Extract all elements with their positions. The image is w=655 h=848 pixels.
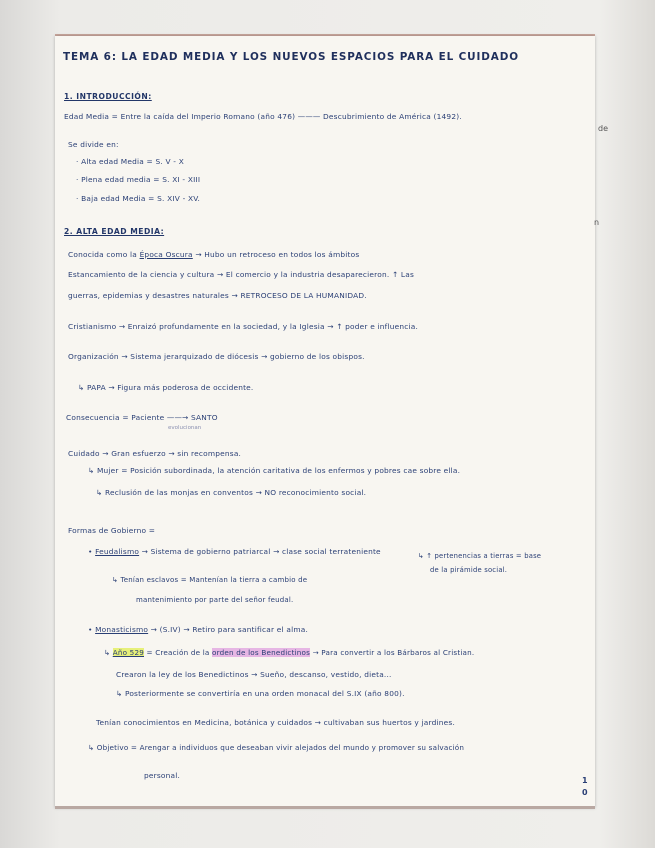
- text-line: ↳ Reclusión de las monjas en conventos → NO reconocimiento social.: [96, 488, 367, 497]
- side-note: de la pirámide social.: [430, 566, 508, 574]
- page-title: TEMA 6: LA EDAD MEDIA Y LOS NUEVOS ESPACIOS PARA EL CUIDADO: [63, 51, 519, 63]
- text-line: [104, 648, 474, 657]
- list-item: · Baja edad Media = S. XIV - XV.: [76, 194, 201, 203]
- text-line: ↳ PAPA → Figura más poderosa de occidente.: [78, 383, 254, 392]
- highlighted-year: Año 529: [112, 648, 144, 657]
- side-note: ↳ ↑ pertenencias a tierras = base: [418, 552, 542, 560]
- text-line: Crearon la ley de los Benedictinos → Sueño, descanso, vestido, dieta...: [116, 670, 392, 679]
- text-line: ↳ Objetivo = Arengar a individuos que deseaban vivir alejados del mundo y promover su salvación: [88, 743, 465, 752]
- side-mark-right-1: de: [598, 124, 608, 133]
- text-line: Estancamiento de la ciencia y cultura → El comercio y la industria desaparecieron. ↑ Las: [68, 270, 414, 279]
- text-line: mantenimiento por parte del señor feudal.: [136, 596, 294, 604]
- text-line: Edad Media = Entre la caída del Imperio Romano (año 476) ——— Descubrimiento de América (1492).: [64, 112, 462, 121]
- text-line: [68, 250, 359, 259]
- text-fragment: Conocida como la: [68, 250, 140, 259]
- section-heading-introduccion: 1. INTRODUCCIÓN:: [64, 92, 152, 101]
- text-line: Consecuencia = Paciente ——→ SANTO: [66, 413, 218, 422]
- page-number: 1: [582, 776, 588, 785]
- text-line: ↳ Mujer = Posición subordinada, la atención caritativa de los enfermos y pobres cae sobre ella.: [88, 466, 461, 475]
- underlined-term: Época Oscura: [139, 250, 193, 259]
- text-line: Organización → Sistema jerarquizado de diócesis → gobierno de los obispos.: [68, 352, 365, 361]
- text-line: Formas de Gobierno =: [68, 526, 156, 535]
- bullet: •: [88, 547, 96, 556]
- text-fragment: ↳: [104, 648, 113, 657]
- text-fragment: → Hubo un retroceso en todos los ámbitos: [192, 250, 360, 259]
- side-mark-right-2: n: [594, 218, 600, 227]
- text-line: ↳ Tenían esclavos = Mantenían la tierra a cambio de: [112, 576, 308, 584]
- list-item: · Alta edad Media = S. V - X: [76, 157, 184, 166]
- list-item: · Plena edad media = S. XI - XIII: [76, 175, 201, 184]
- small-annotation: evolucionan: [168, 425, 202, 431]
- section-heading-alta-edad-media: 2. ALTA EDAD MEDIA:: [64, 227, 165, 236]
- underlined-term: Feudalismo: [95, 547, 140, 556]
- underlined-term: Monasticismo: [95, 625, 149, 634]
- text-fragment: = Creación de la: [144, 648, 212, 657]
- text-line: personal.: [144, 771, 181, 780]
- text-line: Se divide en:: [68, 140, 119, 149]
- text-line: Cuidado → Gran esfuerzo → sin recompensa.: [68, 449, 242, 458]
- sheet-bottom-edge: [55, 806, 595, 809]
- page-number: 0: [582, 788, 588, 797]
- text-fragment: → Sistema de gobierno patriarcal → clase social terrateniente: [139, 547, 381, 556]
- bullet: •: [88, 625, 96, 634]
- text-line: [88, 625, 308, 634]
- text-fragment: → (S.IV) → Retiro para santificar el alma.: [148, 625, 308, 634]
- text-fragment: → Para convertir a los Bárbaros al Cristian.: [310, 648, 475, 657]
- text-line: ↳ Posteriormente se convertiría en una orden monacal del S.IX (año 800).: [116, 689, 405, 698]
- text-line: Tenían conocimientos en Medicina, botánica y cuidados → cultivaban sus huertos y jardines.: [96, 718, 456, 727]
- highlighted-phrase: orden de los Benedictinos: [211, 648, 311, 657]
- text-line: [88, 547, 381, 556]
- text-line: Cristianismo → Enraizó profundamente en la sociedad, y la Iglesia → ↑ poder e influencia.: [68, 322, 418, 331]
- text-line: guerras, epidemias y desastres naturales → RETROCESO DE LA HUMANIDAD.: [68, 291, 367, 300]
